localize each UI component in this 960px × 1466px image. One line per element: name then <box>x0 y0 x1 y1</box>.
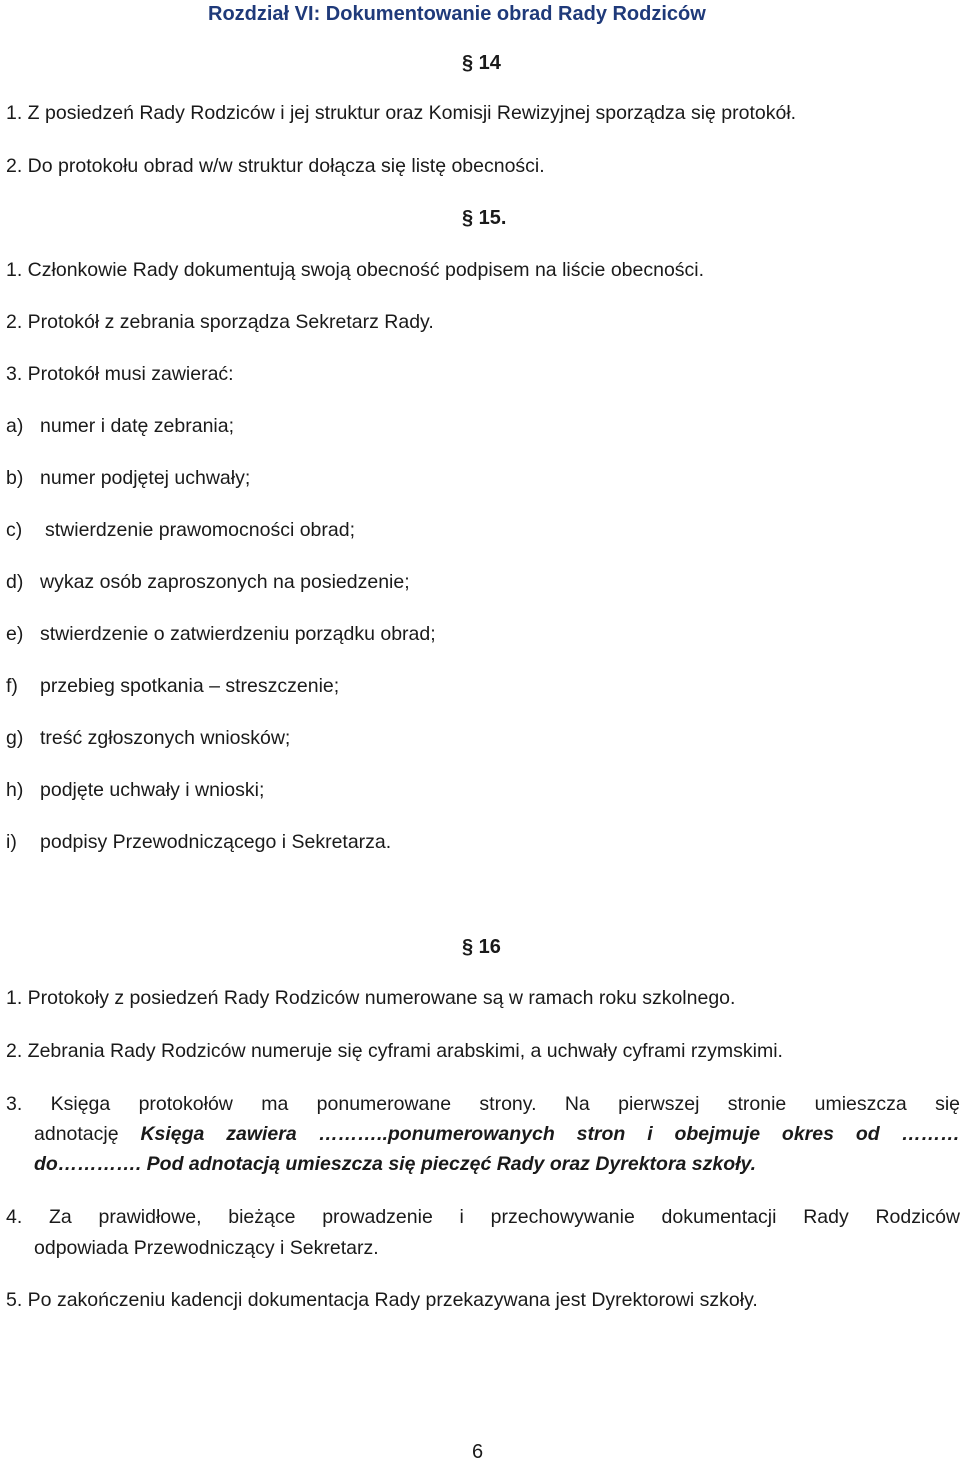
section-16-title: § 16 <box>462 936 501 958</box>
list-text: podjęte uchwały i wnioski; <box>40 779 265 801</box>
list-item-h <box>6 778 264 802</box>
sec16-item-3-line-3: do…………. Pod adnotacją umieszcza się pieczęć Rady oraz Dyrektora szkoły. <box>34 1153 757 1175</box>
page-number: 6 <box>472 1441 484 1463</box>
section-14-title: § 14 <box>462 52 501 74</box>
sec16-item-3-line-2 <box>34 1122 960 1146</box>
sec15-item-2: 2. Protokół z zebrania sporządza Sekretarz Rady. <box>6 311 434 333</box>
list-label: d) <box>6 571 24 593</box>
list-label: g) <box>6 727 24 749</box>
sec16-item-5: 5. Po zakończeniu kadencji dokumentacja Rady przekazywana jest Dyrektorowi szkoły. <box>6 1289 758 1311</box>
list-item-a <box>6 414 234 438</box>
list-item-e <box>6 622 436 646</box>
chapter-heading: Rozdział VI: Dokumentowanie obrad Rady Rodziców <box>208 3 706 25</box>
sec14-item-2: 2. Do protokołu obrad w/w struktur dołącza się listę obecności. <box>6 155 545 177</box>
sec16-item-1: 1. Protokoły z posiedzeń Rady Rodziców numerowane są w ramach roku szkolnego. <box>6 987 736 1009</box>
list-text: treść zgłoszonych wniosków; <box>40 727 291 749</box>
list-label: e) <box>6 623 24 645</box>
list-label: b) <box>6 467 24 489</box>
section-15-title: § 15. <box>462 207 507 229</box>
list-text: numer i datę zebrania; <box>40 415 235 437</box>
list-item-f <box>6 674 339 698</box>
sec16-item-4-line-2: odpowiada Przewodniczący i Sekretarz. <box>34 1237 379 1259</box>
sec15-item-1: 1. Członkowie Rady dokumentują swoją obecność podpisem na liście obecności. <box>6 259 705 281</box>
list-text: podpisy Przewodniczącego i Sekretarza. <box>40 831 392 853</box>
list-item-c <box>6 518 355 542</box>
list-item-g <box>6 726 290 750</box>
sec16-item-4-line-1: 4. Za prawidłowe, bieżące prowadzenie i przechowywanie dokumentacji Rady Rodziców <box>6 1206 960 1228</box>
annotation-prefix: adnotację <box>34 1123 141 1145</box>
sec16-item-3-line-1: 3. Księga protokołów ma ponumerowane strony. Na pierwszej stronie umieszcza się <box>6 1093 960 1115</box>
list-text: stwierdzenie prawomocności obrad; <box>45 519 355 541</box>
list-label: f) <box>6 675 18 697</box>
list-label: c) <box>6 519 23 541</box>
list-item-i <box>6 830 391 854</box>
list-text: stwierdzenie o zatwierdzeniu porządku obrad; <box>40 623 436 645</box>
annotation-formula: Księga zawiera ………..ponumerowanych stron i obejmuje okres od ……… <box>140 1123 960 1145</box>
list-label: i) <box>6 831 17 853</box>
list-label: h) <box>6 779 24 801</box>
sec16-item-2: 2. Zebrania Rady Rodziców numeruje się cyframi arabskimi, a uchwały cyframi rzymskimi. <box>6 1040 783 1062</box>
sec15-item-3: 3. Protokół musi zawierać: <box>6 363 234 385</box>
list-text: numer podjętej uchwały; <box>40 467 251 489</box>
list-text: przebieg spotkania – streszczenie; <box>40 675 340 697</box>
list-text: wykaz osób zaproszonych na posiedzenie; <box>40 571 410 593</box>
list-label: a) <box>6 415 24 437</box>
sec14-item-1: 1. Z posiedzeń Rady Rodziców i jej struktur oraz Komisji Rewizyjnej sporządza się protokół. <box>6 102 797 124</box>
list-item-d <box>6 570 410 594</box>
list-item-b <box>6 466 250 490</box>
